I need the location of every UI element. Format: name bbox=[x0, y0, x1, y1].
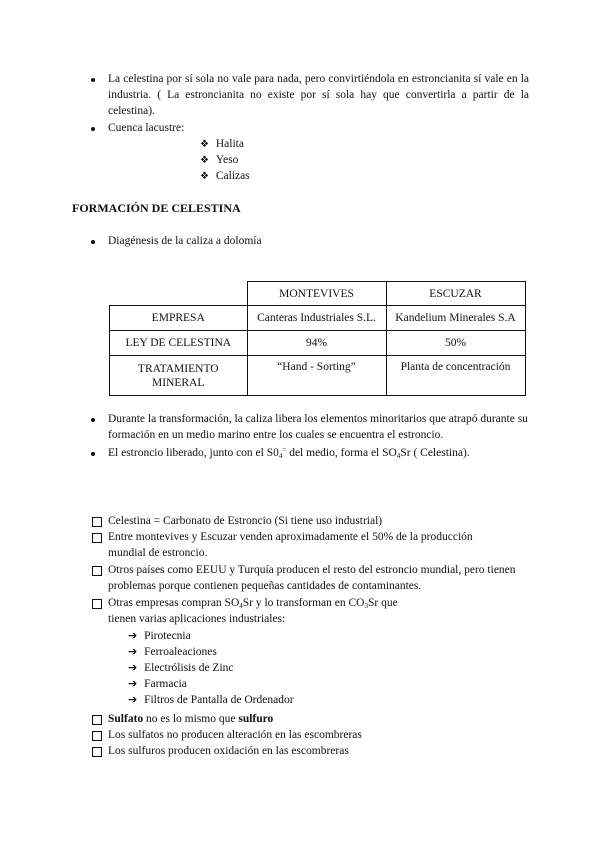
table-header-escuzar: ESCUZAR bbox=[386, 282, 525, 306]
text-run: del medio, forma el SO bbox=[286, 447, 397, 459]
table-row bbox=[110, 306, 526, 331]
bullet-dot bbox=[91, 127, 95, 131]
text-run: Sr y lo transforman en CO bbox=[242, 597, 365, 609]
transform-bullet-estroncio bbox=[108, 445, 528, 461]
table-cell: Kandelium Minerales S.A bbox=[386, 306, 525, 331]
intro-bullet-cuenca: Cuenca lacustre: bbox=[108, 122, 185, 134]
checklist-item bbox=[108, 595, 426, 627]
application-text: Ferroaleaciones bbox=[144, 646, 217, 658]
checklist-item: Celestina = Carbonato de Estroncio (Si tiene uso industrial) bbox=[108, 515, 383, 527]
checklist-item: Entre montevives y Escuzar venden aproximadamente el 50% de la producción mundial de estroncio. bbox=[108, 531, 473, 559]
section-title: FORMACIÓN DE CELESTINA bbox=[72, 201, 241, 215]
table-label-line: MINERAL bbox=[152, 376, 205, 389]
application-item bbox=[128, 676, 187, 692]
bold-text: Sulfato bbox=[108, 713, 144, 725]
checklist-item bbox=[108, 711, 273, 727]
arrow-right-icon: ➔ bbox=[128, 693, 138, 706]
arrow-right-icon: ➔ bbox=[128, 645, 138, 658]
table-row-label: LEY DE CELESTINA bbox=[110, 331, 248, 356]
bullet-dot bbox=[91, 240, 95, 244]
checkbox-icon bbox=[92, 599, 102, 609]
application-item bbox=[128, 628, 191, 644]
application-item bbox=[128, 660, 234, 676]
diamond-list-item bbox=[200, 168, 250, 185]
arrow-right-icon: ➔ bbox=[128, 677, 138, 690]
table-row bbox=[110, 331, 526, 356]
bullet-dot bbox=[91, 452, 95, 456]
list-item-text: Calizas bbox=[215, 170, 250, 182]
diamond-bullet-icon: ❖ bbox=[200, 139, 209, 150]
text-run: El estroncio liberado, junto con el S0 bbox=[108, 447, 279, 459]
table-label-line: TRATAMIENTO bbox=[137, 362, 219, 375]
superscript: = bbox=[282, 446, 287, 454]
application-item bbox=[128, 644, 217, 660]
text-run: Otras empresas compran SO bbox=[108, 597, 240, 609]
diamond-bullet-icon: ❖ bbox=[200, 155, 209, 166]
table-header-montevives: MONTEVIVES bbox=[247, 282, 386, 306]
text-run: no es lo mismo que bbox=[143, 713, 239, 725]
subscript: 4 bbox=[396, 452, 401, 460]
table-cell: Canteras Industriales S.L. bbox=[247, 306, 386, 331]
list-item-text: Halita bbox=[215, 138, 244, 150]
checkbox-icon bbox=[92, 533, 102, 543]
list-item-text: Yeso bbox=[215, 154, 239, 166]
celestina-table bbox=[109, 281, 526, 396]
subscript: 3 bbox=[364, 602, 368, 610]
application-text: Filtros de Pantalla de Ordenador bbox=[144, 694, 294, 706]
bullet-dot bbox=[91, 78, 95, 82]
application-item bbox=[128, 692, 294, 708]
table-cell: Planta de concentración bbox=[386, 356, 525, 396]
table-row bbox=[110, 356, 526, 396]
application-text: Pirotecnia bbox=[144, 630, 191, 642]
table-cell: “Hand - Sorting” bbox=[247, 356, 386, 396]
intro-bullet-celestina: La celestina por sí sola no vale para nada, pero convirtiéndola en estroncianita sí vale en la industria. ( La estroncianita no existe por sí sola hay que convertirla a partir de la celestina). bbox=[108, 73, 529, 117]
diamond-bullet-icon: ❖ bbox=[200, 171, 209, 182]
diamond-list-item bbox=[200, 152, 238, 169]
subscript: 4 bbox=[278, 452, 283, 460]
section-bullet-diagenesis: Diagénesis de la caliza a dolomía bbox=[108, 235, 262, 247]
checkbox-icon bbox=[92, 517, 102, 527]
application-text: Farmacia bbox=[144, 678, 187, 690]
arrow-right-icon: ➔ bbox=[128, 629, 138, 642]
checklist-item: Los sulfuros producen oxidación en las escombreras bbox=[108, 745, 349, 757]
checkbox-icon bbox=[92, 731, 102, 741]
subscript: 4 bbox=[239, 602, 243, 610]
text-run: Sr que tienen varias aplicaciones industriales: bbox=[108, 597, 398, 625]
table-corner-empty bbox=[110, 282, 248, 306]
application-text: Electrólisis de Zinc bbox=[144, 662, 234, 674]
bold-text: sulfuro bbox=[238, 713, 274, 725]
table-cell: 50% bbox=[386, 331, 525, 356]
checklist-item: Otros países como EEUU y Turquía producen el resto del estroncio mundial, pero tienen problemas porque contienen pequeñas cantidades de contaminantes. bbox=[108, 564, 516, 592]
text-run: Sr ( Celestina). bbox=[400, 447, 470, 459]
table-cell: 94% bbox=[247, 331, 386, 356]
table-row-label bbox=[110, 356, 248, 396]
transform-bullet-caliza: Durante la transformación, la caliza libera los elementos minoritarios que atrapó durante su formación en un medio marino entre los cuales se encuentra el estroncio. bbox=[108, 413, 528, 441]
checklist-item: Los sulfatos no producen alteración en las escombreras bbox=[108, 729, 362, 741]
checkbox-icon bbox=[92, 715, 102, 725]
table-row-label: EMPRESA bbox=[110, 306, 248, 331]
checkbox-icon bbox=[92, 747, 102, 757]
bullet-dot bbox=[91, 418, 95, 422]
arrow-right-icon: ➔ bbox=[128, 661, 138, 674]
diamond-list-item bbox=[200, 136, 244, 153]
checkbox-icon bbox=[92, 566, 102, 576]
